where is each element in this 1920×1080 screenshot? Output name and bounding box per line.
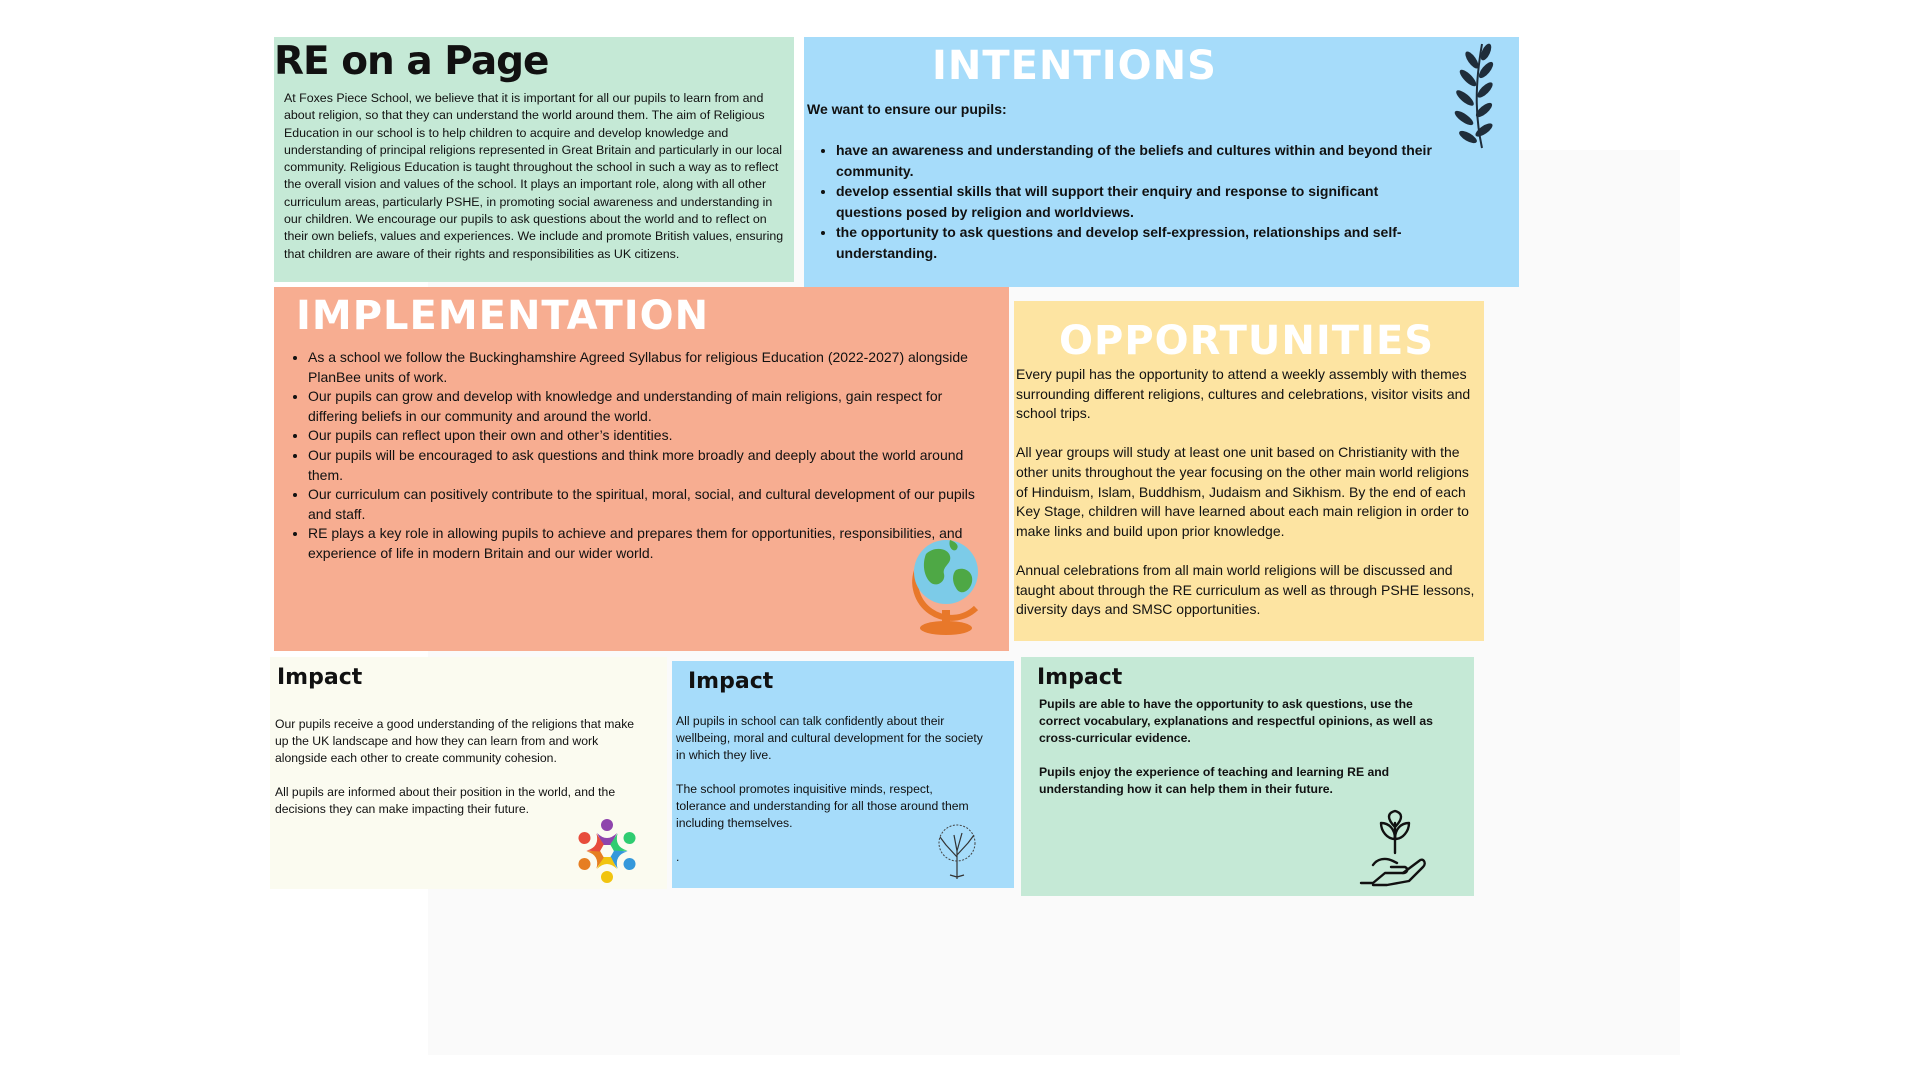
intentions-title: INTENTIONS [932, 43, 1217, 89]
opportunities-paragraph: All year groups will study at least one unit based on Christianity with the other units throughout the year focusing on the other main world religions of Hinduism, Islam, Buddhism, Judaism and Sikhism. By the end of each Key Stage, children will have learned about each main religion in order to make links and build upon prior knowledge. [1016, 444, 1469, 539]
globe-icon [904, 530, 994, 640]
intentions-item: • the opportunity to ask questions and develop self-expression, relationships and self-understanding. [836, 222, 1441, 263]
impact-paragraph: Our pupils receive a good understanding of the religions that make up the UK landscape and how they can learn from and work alongside each other to create community cohesion. [275, 717, 635, 765]
opportunities-title: OPPORTUNITIES [1059, 318, 1435, 364]
olive-branch-icon [1448, 40, 1494, 150]
impact-paragraph: All pupils in school can talk confidently about their wellbeing, moral and cultural development for the society in which they live. [676, 714, 983, 762]
tree-icon [932, 823, 982, 879]
implementation-item: • Our pupils will be encouraged to ask questions and think more broadly and deeply about the world around them. [308, 446, 988, 485]
impact-title: Impact [1037, 665, 1123, 690]
plant-hand-icon [1357, 809, 1433, 889]
implementation-title: IMPLEMENTATION [296, 293, 710, 339]
impact-paragraph: Pupils are able to have the opportunity to ask questions, use the correct vocabulary, explanations and respectful opinions, as well as cross-curricular evidence. [1039, 697, 1433, 745]
impact-title: Impact [688, 669, 774, 694]
impact-panel-vocabulary [1021, 657, 1474, 896]
impact-panel-community [270, 657, 667, 889]
impact-title: Impact [277, 665, 363, 690]
impact-text [275, 716, 650, 818]
people-circle-icon [573, 817, 641, 885]
impact-paragraph: All pupils are informed about their position in the world, and the decisions they can make impacting their future. [275, 785, 616, 816]
implementation-panel [274, 287, 1009, 651]
opportunities-paragraph: Annual celebrations from all main world religions will be discussed and taught about through the RE curriculum as well as through PSHE lessons, diversity days and SMSC opportunities. [1016, 561, 1475, 618]
implementation-item: • Our pupils can reflect upon their own and other’s identities. [308, 426, 988, 446]
impact-paragraph: . [676, 850, 680, 864]
implementation-item: • RE plays a key role in allowing pupils to achieve and prepares them for opportunities, responsibilities, and experience of life in modern Britain and our wider world. [308, 524, 988, 563]
intentions-item: • develop essential skills that will support their enquiry and response to significant questions posed by religion and worldviews. [836, 181, 1441, 222]
opportunities-paragraph: Every pupil has the opportunity to attend a weekly assembly with themes surrounding different religions, cultures and celebrations, visitor visits and school trips. [1016, 366, 1471, 422]
impact-panel-wellbeing [672, 661, 1014, 888]
intentions-intro: We want to ensure our pupils: [807, 101, 1007, 117]
re-on-a-page-panel [274, 37, 794, 282]
opportunities-panel [1014, 301, 1484, 641]
page-title: RE on a Page [274, 39, 549, 84]
intentions-item: • have an awareness and understanding of the beliefs and cultures within and beyond their community. [836, 140, 1441, 181]
implementation-item: • Our pupils can grow and develop with knowledge and understanding of main religions, gain respect for differing beliefs in our community and around the world. [308, 387, 988, 426]
implementation-list [286, 348, 988, 564]
implementation-item: • Our curriculum can positively contribute to the spiritual, moral, social, and cultural development of our pupils and staff. [308, 485, 988, 524]
impact-paragraph: Pupils enjoy the experience of teaching and learning RE and understanding how it can help them in their future. [1039, 765, 1390, 796]
implementation-item: • As a school we follow the Buckinghamshire Agreed Syllabus for religious Education (2022-2027) alongside PlanBee units of work. [308, 348, 988, 387]
re-intro-text: At Foxes Piece School, we believe that it is important for all our pupils to learn from and about religion, so that they can understand the world around them. The aim of Religious Education in our school is to help children to acquire and develop knowledge and understanding of principal religions represented in Great Britain and particularly in our local community. Religious Education is taught throughout the school in such a way as to reflect the overall vision and values of the school. It plays an important role, along with all other curriculum areas, particularly PSHE, in promoting social awareness and understanding in our children. We encourage our pupils to ask questions about the world and to reflect on their own beliefs, values and experiences. We include and promote British values, ensuring that children are aware of their rights and responsibilities as UK citizens. [284, 91, 784, 261]
impact-text [1039, 696, 1449, 798]
opportunities-text [1016, 365, 1478, 620]
impact-paragraph: The school promotes inquisitive minds, respect, tolerance and understanding for all those around them including themselves. [676, 782, 969, 830]
intentions-list [814, 140, 1441, 263]
intentions-panel [804, 37, 1519, 287]
